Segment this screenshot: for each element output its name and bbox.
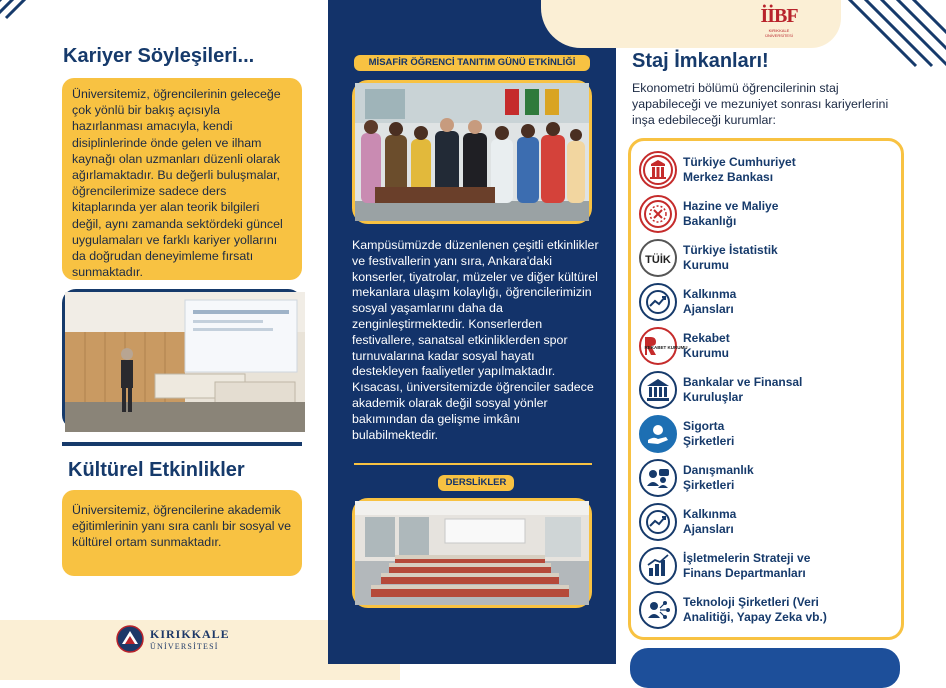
left-panel xyxy=(0,0,328,664)
growth-chart-icon xyxy=(639,503,677,541)
diagonal-stripes-decoration xyxy=(0,0,60,32)
seminar-room-illustration xyxy=(65,292,305,432)
tcmb-logo-icon xyxy=(639,151,677,189)
institution-name: Rekabet Kurumu xyxy=(683,331,730,360)
internship-intro: Ekonometri bölümü öğrencilerinin staj yapabileceği ve mezuniyet sonrası kariyerlerini inşa edebileceği kurumlar: xyxy=(632,81,889,127)
faculty-logo-text: İİBF xyxy=(760,5,798,27)
classroom-photo xyxy=(352,498,592,608)
faculty-logo xyxy=(756,4,802,38)
institution-name: Türkiye İstatistik Kurumu xyxy=(683,243,778,272)
group-photo-illustration xyxy=(355,83,589,221)
growth-chart-icon xyxy=(639,283,677,321)
institution-item xyxy=(639,283,853,321)
institution-item xyxy=(639,327,853,365)
institution-name: Hazine ve Maliye Bakanlığı xyxy=(683,199,779,228)
classrooms-tag: DERSLİKLER xyxy=(438,475,514,491)
tech-network-icon xyxy=(639,591,677,629)
institution-item xyxy=(639,151,853,189)
university-logo xyxy=(116,625,230,653)
institution-item xyxy=(639,195,853,233)
consulting-people-icon xyxy=(639,459,677,497)
institution-item xyxy=(639,371,853,409)
institution-item xyxy=(639,239,853,277)
right-panel xyxy=(616,0,940,664)
middle-divider xyxy=(354,463,592,465)
institution-item xyxy=(639,459,853,497)
classroom-illustration xyxy=(355,501,589,605)
rekabet-logo-text: REKABET KURUMU xyxy=(644,345,688,350)
institution-name: Bankalar ve Finansal Kuruluşlar xyxy=(683,375,803,404)
institution-name: Kalkınma Ajansları xyxy=(683,287,737,316)
university-name: KIRIKKALE xyxy=(150,627,230,641)
bottom-blue-shape xyxy=(630,648,900,688)
institution-name: Teknoloji Şirketleri (Veri Analitiği, Yapay Zeka vb.) xyxy=(683,595,827,624)
tuik-logo-text: TÜİK xyxy=(645,254,671,266)
event-tag: MİSAFİR ÖĞRENCİ TANITIM GÜNÜ ETKİNLİĞİ xyxy=(354,55,590,71)
cultural-events-title: Kültürel Etkinlikler xyxy=(68,459,245,481)
institution-name: İşletmelerin Strateji ve Finans Departmanları xyxy=(683,551,811,580)
seminar-photo xyxy=(62,289,302,429)
institution-item xyxy=(639,547,853,585)
cultural-events-text: Üniversitemiz, öğrencilerine akademik eğitimlerinin yanı sıra canlı bir sosyal ve kültürel ortam sunmaktadır. xyxy=(62,490,302,576)
institutions-list xyxy=(628,138,904,640)
social-life-text: Kampüsümüzde düzenlenen çeşitli etkinlikler ve festivallerin yanı sıra, Ankara'daki konserler, tiyatrolar, müzeler ve diğer kültürel mekanlara ulaşım kolaylığı, öğrencilerimizin sosyal yaşamlarını daha da zenginleştirmektedir. Konserlerden festivallere, sanatsal etkinliklerden spor turnuvalarına kadar sosyal hayatı destekleyen faaliyetler yapılmaktadır. Kısacası, üniversitemizde öğrenciler sadece akademik olarak değil sosyal yönler bakımından da gelişme imkânı bulabilmektedir. xyxy=(352,238,599,442)
institution-name: Kalkınma Ajansları xyxy=(683,507,737,536)
faculty-logo-sub: KIRIKKALE ÜNİVERSİTESİ xyxy=(765,28,793,38)
university-emblem-icon xyxy=(116,625,144,653)
diagonal-stripes-decoration xyxy=(836,0,946,74)
institution-item xyxy=(639,591,853,629)
career-talks-text: Üniversitemiz, öğrencilerinin geleceğe çok yönlü bir bakış açısıyla hazırlanması amacıyla, kendi disiplinlerinde önde gelen ve ilham kaynağı olan uzmanları düzenli olarak ağırlamaktadır. Bu değerli buluşmalar, öğrencilerimize sadece ders kitaplarında yer alan teorik bilgileri değil, aynı zamanda sektördeki güncel uygulamaları ve farklı kariyer yollarını da doğrudan deneyimleme fırsatı sunmaktadır. xyxy=(62,78,302,280)
institution-name: Danışmanlık Şirketleri xyxy=(683,463,754,492)
career-talks-title: Kariyer Söyleşileri... xyxy=(63,45,255,67)
bank-building-icon xyxy=(639,371,677,409)
university-sub: ÜNİVERSİTESİ xyxy=(150,642,219,651)
institution-item xyxy=(639,503,853,541)
section-divider xyxy=(62,442,302,446)
institution-name: Sigorta Şirketleri xyxy=(683,419,735,448)
bar-chart-icon xyxy=(639,547,677,585)
ministry-seal-icon xyxy=(639,195,677,233)
event-photo xyxy=(352,80,592,224)
insurance-hand-icon xyxy=(639,415,677,453)
tuik-logo-icon xyxy=(639,239,677,277)
middle-panel xyxy=(328,0,616,664)
rekabet-logo-icon xyxy=(639,327,688,365)
institution-item xyxy=(639,415,853,453)
institution-name: Türkiye Cumhuriyet Merkez Bankası xyxy=(683,155,796,184)
internship-title: Staj İmkanları! xyxy=(632,50,769,72)
